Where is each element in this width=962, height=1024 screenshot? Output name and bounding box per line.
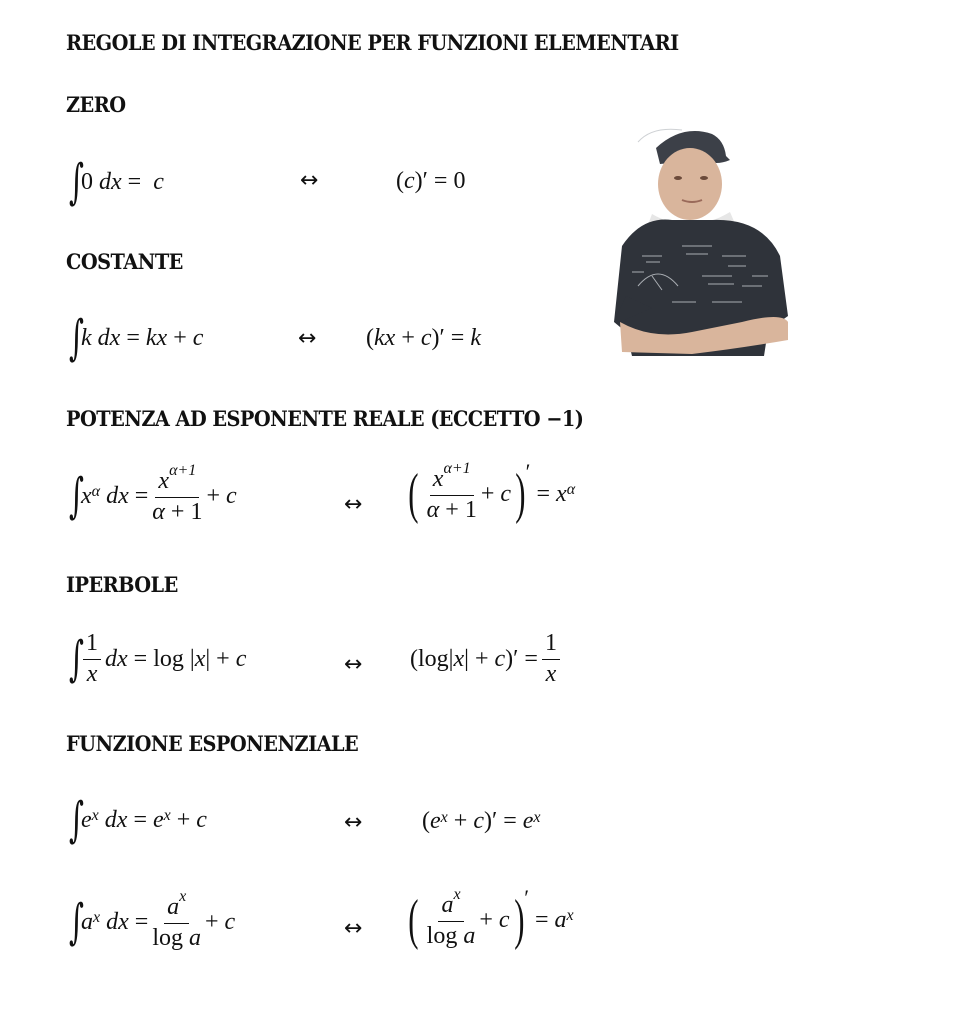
token: x bbox=[179, 888, 187, 905]
token: α bbox=[566, 481, 576, 499]
token: x bbox=[81, 482, 92, 509]
token: = bbox=[126, 324, 140, 351]
token: c bbox=[196, 806, 207, 833]
token: k bbox=[470, 325, 481, 351]
token: = bbox=[433, 168, 448, 194]
formula-exp-integral bbox=[64, 792, 207, 848]
token: + bbox=[480, 480, 495, 507]
token: x bbox=[163, 807, 171, 824]
formula-ax-integral bbox=[64, 888, 236, 952]
token: c bbox=[498, 906, 510, 933]
formula-ax-derivative bbox=[404, 885, 574, 952]
token: + bbox=[479, 906, 493, 933]
token: = bbox=[134, 482, 149, 509]
token: x bbox=[533, 808, 541, 826]
token: + bbox=[474, 645, 489, 672]
token: ( bbox=[366, 325, 374, 351]
token: a bbox=[554, 906, 567, 933]
token: = bbox=[450, 325, 465, 351]
formula-potenza-derivative bbox=[404, 459, 576, 526]
token: a bbox=[81, 908, 94, 935]
double-arrow-icon: ↔ bbox=[344, 810, 363, 835]
token: c bbox=[420, 325, 432, 351]
integral-sign: ∫ bbox=[69, 154, 85, 210]
integral-sign: ∫ bbox=[69, 310, 85, 366]
token: = bbox=[127, 168, 142, 195]
formula-iperbole-integral: ∫ $\frac{1}{x}$ dx = log | x | + c bbox=[69, 630, 247, 688]
section-heading-potenza: POTENZA AD ESPONENTE REALE (ECCETTO −1) bbox=[66, 406, 584, 431]
token: c bbox=[153, 168, 164, 195]
token: dx bbox=[105, 645, 128, 672]
token: = bbox=[535, 906, 549, 933]
fraction bbox=[152, 888, 201, 952]
token: ) bbox=[515, 463, 526, 526]
token: = bbox=[133, 645, 148, 672]
token: k bbox=[81, 324, 92, 351]
token: ( bbox=[396, 168, 404, 194]
instructor-photo bbox=[612, 126, 790, 356]
token: x bbox=[158, 468, 170, 494]
formula-potenza-integral bbox=[64, 462, 237, 526]
token: + bbox=[401, 325, 415, 351]
token: e bbox=[152, 806, 164, 833]
token: = bbox=[133, 806, 147, 833]
fraction bbox=[152, 462, 203, 526]
formula-costante-derivative bbox=[366, 325, 481, 352]
token: + bbox=[173, 324, 187, 351]
token: c bbox=[500, 480, 512, 507]
token: c bbox=[224, 908, 236, 935]
token: dx bbox=[106, 908, 129, 935]
token: c bbox=[404, 168, 415, 194]
token: α bbox=[426, 496, 440, 523]
section-heading-iperbole: IPERBOLE bbox=[66, 572, 178, 597]
section-heading-zero: ZERO bbox=[66, 92, 126, 117]
double-arrow-icon: ↔ bbox=[344, 916, 363, 941]
token: x bbox=[556, 480, 567, 507]
token: ( bbox=[410, 645, 418, 672]
token: α bbox=[152, 498, 165, 525]
double-arrow-icon: ↔ bbox=[344, 652, 363, 677]
token: c bbox=[494, 645, 506, 672]
token: x bbox=[91, 807, 99, 824]
token: ′ bbox=[524, 885, 529, 911]
fraction bbox=[426, 460, 477, 524]
token: a bbox=[167, 894, 180, 920]
token: x bbox=[566, 907, 574, 925]
token: x bbox=[440, 808, 448, 826]
token: c bbox=[192, 324, 204, 351]
token: e bbox=[81, 806, 92, 833]
token: 0 bbox=[81, 168, 94, 195]
token: dx bbox=[104, 806, 128, 833]
token: + bbox=[206, 482, 220, 509]
formula-iperbole-derivative: ( log | x | + c ) ′ = $\frac{1}{x}$ bbox=[410, 630, 564, 688]
token: + bbox=[445, 496, 459, 523]
token: = bbox=[503, 808, 517, 834]
double-arrow-icon: ↔ bbox=[300, 168, 319, 193]
token: 1 bbox=[190, 498, 203, 525]
integral-sign: ∫ bbox=[69, 631, 85, 688]
token: ( bbox=[408, 463, 419, 526]
token: dx bbox=[99, 168, 122, 195]
section-heading-costante: COSTANTE bbox=[66, 249, 183, 274]
formula-exp-derivative bbox=[422, 808, 541, 835]
token: dx bbox=[97, 324, 121, 351]
integral-sign: ∫ bbox=[69, 792, 85, 848]
token: 0 bbox=[453, 168, 466, 194]
token: α+1 bbox=[443, 460, 471, 477]
token: ′ bbox=[491, 808, 498, 834]
integral-sign: ∫ bbox=[69, 894, 85, 951]
token: + bbox=[216, 645, 230, 672]
token: α bbox=[91, 483, 101, 501]
token: log bbox=[418, 645, 449, 672]
token: ′ bbox=[525, 459, 531, 485]
token: log bbox=[152, 924, 183, 951]
token: = bbox=[134, 908, 149, 935]
token: ) bbox=[483, 808, 492, 834]
token: e bbox=[522, 808, 534, 834]
token: 1 bbox=[464, 496, 477, 523]
double-arrow-icon: ↔ bbox=[344, 492, 363, 517]
token: ( bbox=[422, 808, 430, 834]
token: x bbox=[194, 645, 206, 672]
token: log bbox=[153, 645, 184, 672]
token: x bbox=[432, 466, 444, 492]
token: ′ bbox=[439, 325, 445, 351]
token: ′ bbox=[513, 645, 519, 672]
token: = bbox=[536, 480, 551, 507]
token: kx bbox=[374, 325, 396, 351]
token: c bbox=[225, 482, 237, 509]
token: x bbox=[453, 886, 461, 903]
token: = bbox=[524, 645, 538, 672]
token: + bbox=[453, 808, 468, 834]
double-arrow-icon: ↔ bbox=[298, 326, 317, 351]
token: a bbox=[189, 924, 201, 951]
token: log bbox=[426, 922, 458, 949]
token: ( bbox=[408, 889, 419, 952]
token: ) bbox=[431, 325, 440, 351]
token: ′ bbox=[422, 168, 428, 194]
token: kx bbox=[145, 324, 168, 351]
token: dx bbox=[106, 482, 129, 509]
token: α+1 bbox=[169, 462, 197, 479]
formula-costante-integral bbox=[64, 310, 204, 366]
formula-zero-integral bbox=[64, 154, 164, 210]
fraction bbox=[426, 886, 476, 950]
token: ) bbox=[414, 168, 423, 194]
formula-zero-derivative bbox=[396, 168, 465, 195]
token: + bbox=[176, 806, 191, 833]
token: c bbox=[473, 808, 484, 834]
token: + bbox=[170, 498, 185, 525]
token: e bbox=[430, 808, 441, 834]
token: x bbox=[93, 909, 101, 927]
section-heading-esponenziale: FUNZIONE ESPONENZIALE bbox=[66, 731, 359, 756]
fraction: $\frac{1}{x}$ bbox=[83, 630, 101, 688]
token: ) bbox=[513, 889, 524, 952]
page-title: REGOLE DI INTEGRAZIONE PER FUNZIONI ELEMENTARI bbox=[66, 30, 679, 55]
token: x bbox=[453, 645, 465, 672]
integral-sign: ∫ bbox=[69, 468, 85, 525]
token: a bbox=[463, 922, 476, 949]
token: c bbox=[235, 645, 247, 672]
fraction: $\frac{1}{x}$ bbox=[542, 630, 560, 688]
token: a bbox=[441, 892, 454, 918]
token: ) bbox=[505, 645, 514, 672]
token: + bbox=[205, 908, 219, 935]
